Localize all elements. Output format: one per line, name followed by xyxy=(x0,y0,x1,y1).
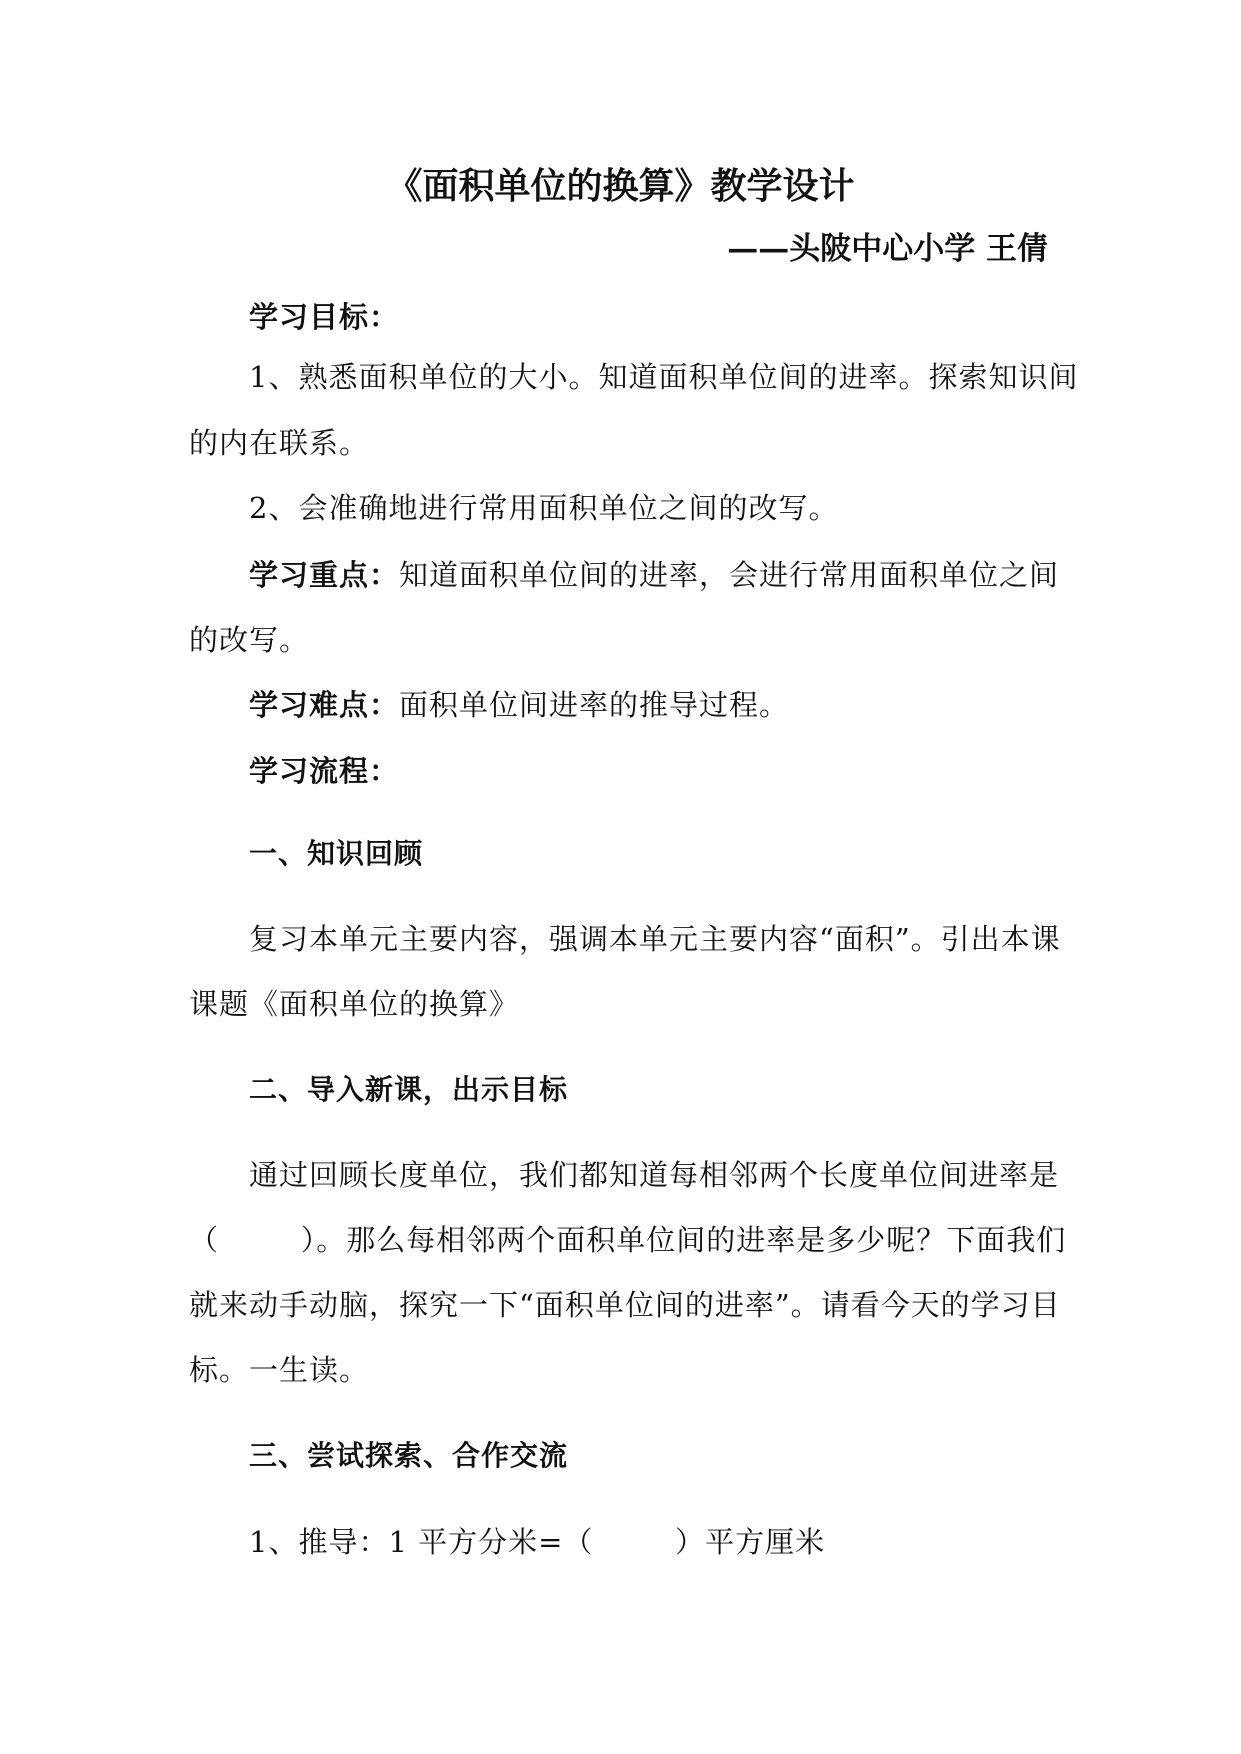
objective-2: 2、会准确地进行常用面积单位之间的改写。 xyxy=(249,491,839,525)
section-3-heading: 三、尝试探索、合作交流 xyxy=(249,1439,569,1472)
section-2-line-3: 就来动手动脑，探究一下“面积单位间的进率”。请看今天的学习目 xyxy=(189,1288,1061,1322)
objective-1-line-2: 的内在联系。 xyxy=(189,426,370,460)
section-2-line-1: 通过回顾长度单位，我们都知道每相邻两个长度单位间进率是 xyxy=(249,1158,1060,1192)
section-1-heading: 一、知识回顾 xyxy=(249,837,424,870)
objective-1-line-1: 1、熟悉面积单位的大小。知道面积单位间的进率。探索知识间 xyxy=(249,360,1079,394)
document-title: 《面积单位的换算》教学设计 xyxy=(386,165,855,207)
key-points-line-2: 的改写。 xyxy=(189,623,310,657)
section-3-item-1: 1、推导：1 平方分米=（ ）平方厘米 xyxy=(249,1525,826,1559)
process-label: 学习流程： xyxy=(249,754,400,788)
section-1-line-2: 课题《面积单位的换算》 xyxy=(189,987,520,1021)
key-points-text: 知道面积单位间的进率，会进行常用面积单位之间 xyxy=(399,558,1060,592)
author-line: ——头陂中心小学 王倩 xyxy=(727,231,1048,267)
section-1-line-1: 复习本单元主要内容，强调本单元主要内容“面积”。引出本课 xyxy=(249,922,1061,956)
difficulty-text: 面积单位间进率的推导过程。 xyxy=(399,688,790,722)
key-points-line-1 xyxy=(249,555,1059,595)
section-2-line-2: （ ）。那么每相邻两个面积单位间的进率是多少呢？下面我们 xyxy=(189,1223,1067,1257)
section-2-heading: 二、导入新课，出示目标 xyxy=(249,1073,569,1106)
objectives-label: 学习目标： xyxy=(249,300,400,334)
key-points-label: 学习重点： xyxy=(249,558,400,592)
difficulty-line xyxy=(249,685,789,725)
difficulty-label: 学习难点： xyxy=(249,688,400,722)
section-2-line-4: 标。一生读。 xyxy=(189,1353,370,1387)
